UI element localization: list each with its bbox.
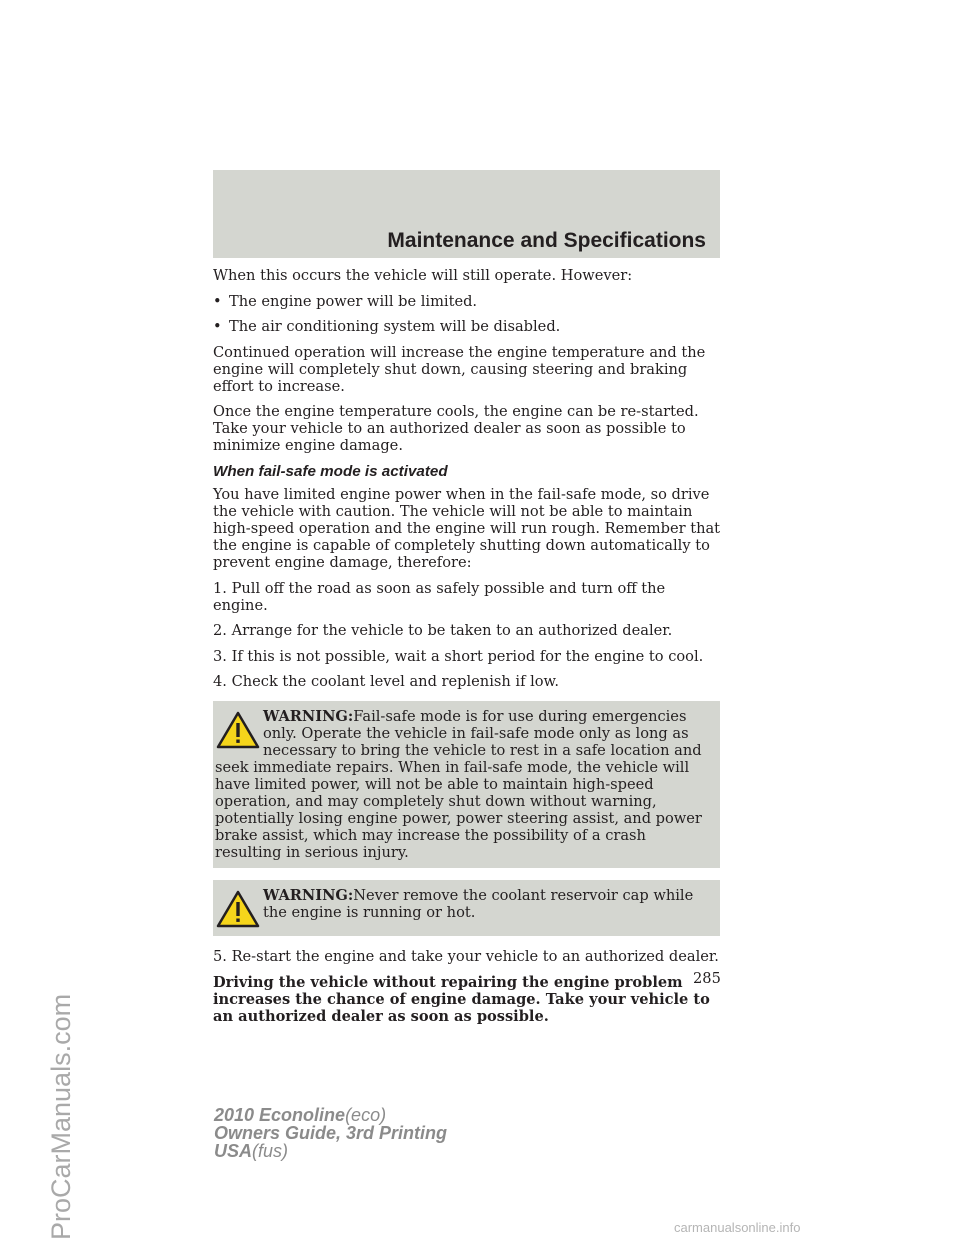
warning-triangle-icon [215,710,261,750]
bullet-item [213,318,723,335]
footer-guide: Owners Guide, 3rd Printing [214,1123,448,1143]
bullet-dot: • [213,318,222,336]
warning-label: WARNING: [263,887,354,905]
watermark-side: ProCarManuals.com [46,993,76,1240]
step-item: 4. Check the coolant level and replenish if low. [213,673,559,691]
bullet-dot: • [213,292,222,310]
warning-triangle-icon [215,889,261,929]
intro-paragraph: When this occurs the vehicle will still operate. However: [213,267,633,284]
paragraph-restart: Once the engine temperature cools, the engine can be re-started. Take your vehicle to an authorized dealer as soon as possible to minimize engine damage. [213,403,699,455]
footer-edition [214,1106,447,1160]
bullet-text: The engine power will be limited. [229,292,478,310]
paragraph-fail-safe: You have limited engine power when in the fail-safe mode, so drive the vehicle with caution. The vehicle will not be able to maintain high-speed operation and the engine will run rough. Remember that the engine is capable of completely shutting down automatically to prevent engine damage, therefore: [213,485,721,571]
step-item: 5. Re-start the engine and take your vehicle to an authorized dealer. [213,948,719,966]
footer-market-code: (fus) [252,1141,289,1161]
section-header-band [213,170,720,258]
section-title: Maintenance and Specifications [387,229,706,252]
bullet-text: The air conditioning system will be disabled. [229,318,561,336]
footer-model: 2010 Econoline [214,1105,346,1125]
closing-paragraph: Driving the vehicle without repairing the engine problem increases the chance of engine damage. Take your vehicle to an authorized dealer as soon as possible. [213,973,710,1025]
warning-box-fail-safe [213,701,720,868]
watermark-bottom: carmanualsonline.info [674,1220,801,1235]
step-item: 2. Arrange for the vehicle to be taken to an authorized dealer. [213,622,673,640]
bullet-item [213,293,723,310]
warning-text: Fail-safe mode is for use during emergencies only. Operate the vehicle in fail-safe mode only as long as necessary to bring the vehicle to rest in a safe location and seek immediate repairs. When in fail-safe mode, the vehicle will have limited power, will not be able to maintain high-speed operation, and may completely shut down without warning, potentially losing engine power, power steering assist, and power brake assist, which may increase the possibility of a crash resulting in serious injury. [215,708,702,862]
page-number: 285 [693,970,721,987]
subheading-fail-safe: When fail-safe mode is activated [213,462,448,480]
paragraph-continued-operation: Continued operation will increase the engine temperature and the engine will completely shut down, causing steering and braking effort to increase. [213,343,706,395]
footer-market: USA [214,1141,253,1161]
page-body [213,267,723,1034]
warning-box-coolant-cap [213,880,720,936]
step-item: 1. Pull off the road as soon as safely possible and turn off the engine. [213,579,666,614]
step-item: 3. If this is not possible, wait a short period for the engine to cool. [213,647,704,665]
warning-text: Never remove the coolant reservoir cap while the engine is running or hot. [263,887,694,922]
warning-label: WARNING: [263,708,354,726]
footer-model-code: (eco) [345,1105,387,1125]
